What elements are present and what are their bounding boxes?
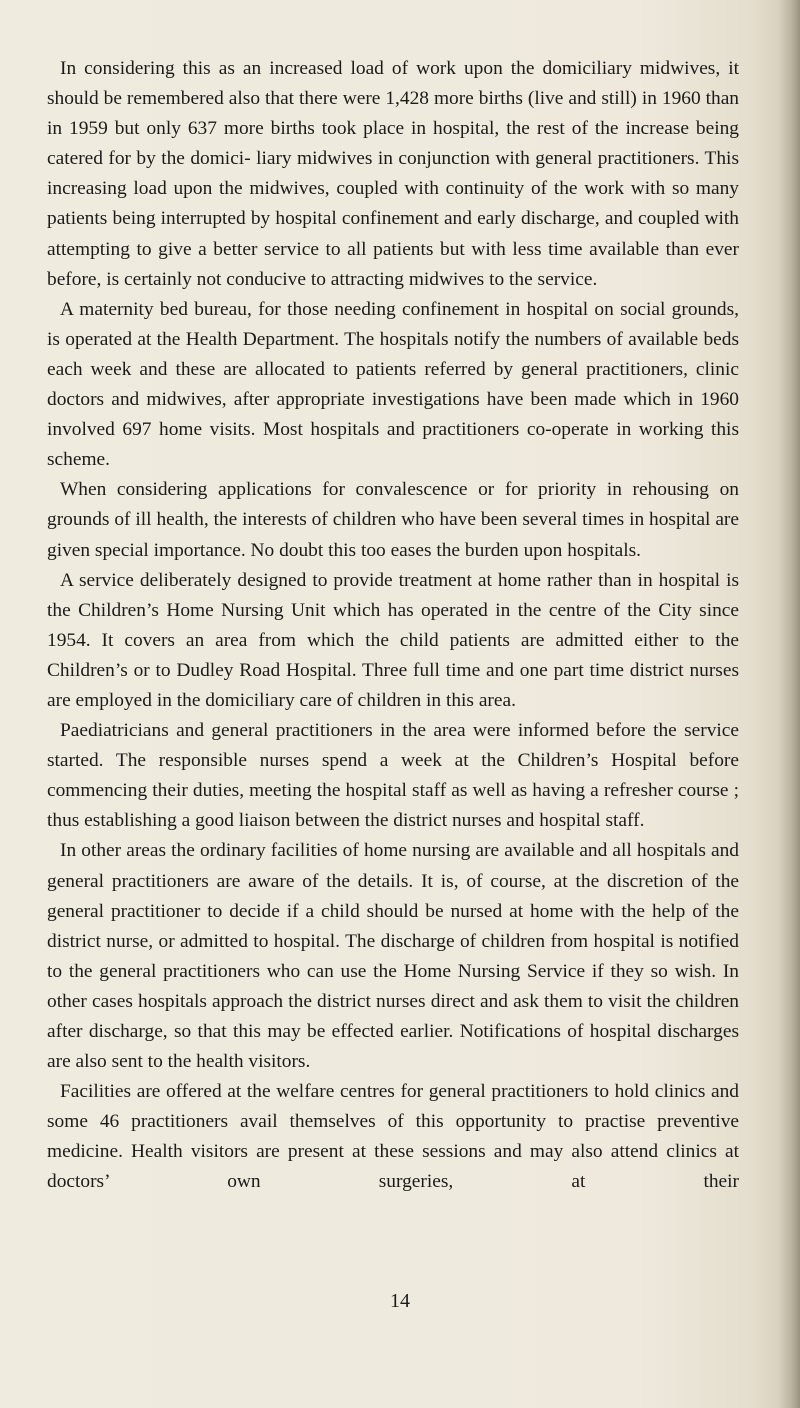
paragraph-3: When considering applications for convalescence or for priority in rehousing on grounds of ill health, the interests of children who have been several times in hospital are given special importance. No doubt this too eases the burden upon hospitals. — [47, 479, 739, 561]
paragraph-1: In considering this as an increased load of work upon the domiciliary midwives, it should be remembered also that there were 1,428 more births (live and still) in 1960 than in 1959 but only 637 more births took place in hospital, the rest of the increase being catered for by the domici- liary midwives in conjunction with general practitioners. This increasing load upon the midwives, coupled with continuity of the work with so many patients being interrupted by hospital confinement and early discharge, and coupled with attempting to give a better service to all patients but with less time available than ever before, is certainly not conducive to attracting midwives to the service. — [47, 58, 739, 290]
body-text — [47, 54, 739, 1198]
paragraph-7: Facilities are offered at the welfare centres for general practitioners to hold clinics and some 46 practitioners avail themselves of this opportunity to practise preventive medicine. Health visitors are present at these sessions and may also attend clinics at doctors’ own surgeries, at their — [47, 1081, 739, 1193]
paragraph-6: In other areas the ordinary facilities of home nursing are available and all hospitals and general practitioners are aware of the details. It is, of course, at the discretion of the general practitioner to decide if a child should be nursed at home with the help of the district nurse, or admitted to hospital. The discharge of children from hospital is notified to the general practitioners who can use the Home Nursing Service if they so wish. In other cases hospitals approach the district nurses direct and ask them to visit the children after discharge, so that this may be effected earlier. Notifications of hospital discharges are also sent to the health visitors. — [47, 840, 739, 1073]
paragraph-2: A maternity bed bureau, for those needing confinement in hospital on social grounds, is operated at the Health Department. The hospitals notify the numbers of available beds each week and these are allocated to patients referred by general practitioners, clinic doctors and midwives, after appropriate investigations have been made which in 1960 involved 697 home visits. Most hospitals and practitioners co-operate in working this scheme. — [47, 298, 739, 471]
paragraph-4: A service deliberately designed to provide treatment at home rather than in hospital is the Children’s Home Nursing Unit which has operated in the centre of the City since 1954. It covers an area from which the child patients are admitted either to the Children’s or to Dudley Road Hospital. Three full time and one part time district nurses are employed in the domiciliary care of children in this area. — [47, 569, 739, 711]
page-edge-shadow — [778, 0, 800, 1408]
paragraph-5: Paediatricians and general practitioners in the area were informed before the service started. The responsible nurses spend a week at the Children’s Hospital before commencing their duties, meeting the hospital staff as well as having a refresher course ; thus establishing a good liaison between the district nurses and hospital staff. — [47, 720, 739, 832]
page-number: 14 — [390, 1290, 410, 1312]
